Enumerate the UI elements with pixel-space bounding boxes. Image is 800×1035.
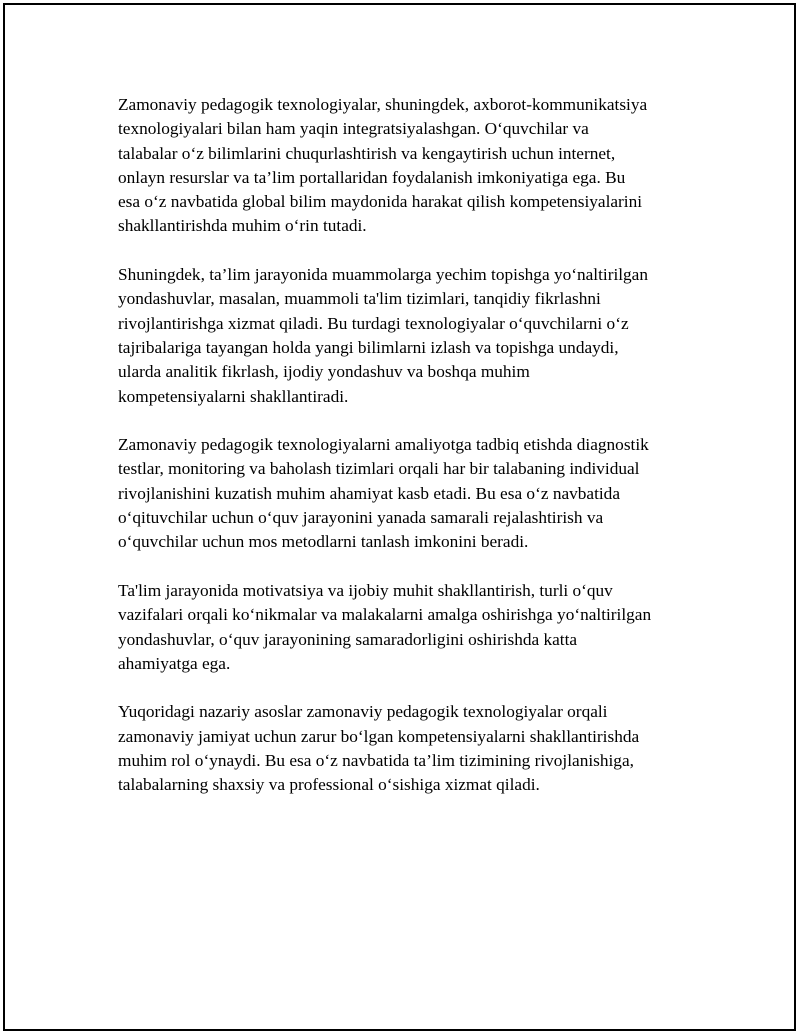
paragraph-4: Ta'lim jarayonida motivatsiya va ijobiy muhit shakllantirish, turli o‘quv vazifalari orqali ko‘nikmalar va malakalarni amalga oshirishga yo‘naltirilgan yondashuvlar, o‘quv jarayonining samaradorligini oshirishda katta ahamiyatga ega. xyxy=(118,580,652,673)
paragraph-3: Zamonaviy pedagogik texnologiyalarni amaliyotga tadbiq etishda diagnostik testlar, monitoring va baholash tizimlari orqali har bir talabaning individual rivojlanishini kuzatish muhim ahamiyat kasb etadi. Bu esa o‘z navbatida o‘qituvchilar uchun o‘quv jarayonini yanada samarali rejalashtirish va o‘quvchilar uchun mos metodlarni tanlash imkonini beradi. xyxy=(118,435,649,552)
document-body xyxy=(118,93,698,822)
paragraph-5: Yuqoridagi nazariy asoslar zamonaviy pedagogik texnologiyalar orqali zamonaviy jamiyat uchun zarur bo‘lgan kompetensiyalarni shakllantirishda muhim rol o‘ynaydi. Bu esa o‘z navbatida ta’lim tizimining rivojlanishiga, talabalarning shaxsiy va professional o‘sishiga xizmat qiladi. xyxy=(118,702,640,795)
paragraph-2: Shuningdek, ta’lim jarayonida muammolarga yechim topishga yo‘naltirilgan yondashuvlar, masalan, muammoli ta'lim tizimlari, tanqidiy fikrlashni rivojlantirishga xizmat qiladi. Bu turdagi texnologiyalar o‘quvchilarni o‘z tajribalariga tayangan holda yangi bilimlarni izlash va topishga undaydi, ularda analitik fikrlash, ijodiy yondashuv va boshqa muhim kompetensiyalarni shakllantiradi. xyxy=(118,265,648,406)
paragraph-1: Zamonaviy pedagogik texnologiyalar, shuningdek, axborot-kommunikatsiya texnologiyalari bilan ham yaqin integratsiyalashgan. O‘quvchilar va talabalar o‘z bilimlarini chuqurlashtirish va kengaytirish uchun internet, onlayn resurslar va ta’lim portallaridan foydalanish imkoniyatiga ega. Bu esa o‘z navbatida global bilim maydonida harakat qilish kompetensiyalarini shakllantirishda muhim o‘rin tutadi. xyxy=(118,95,648,236)
